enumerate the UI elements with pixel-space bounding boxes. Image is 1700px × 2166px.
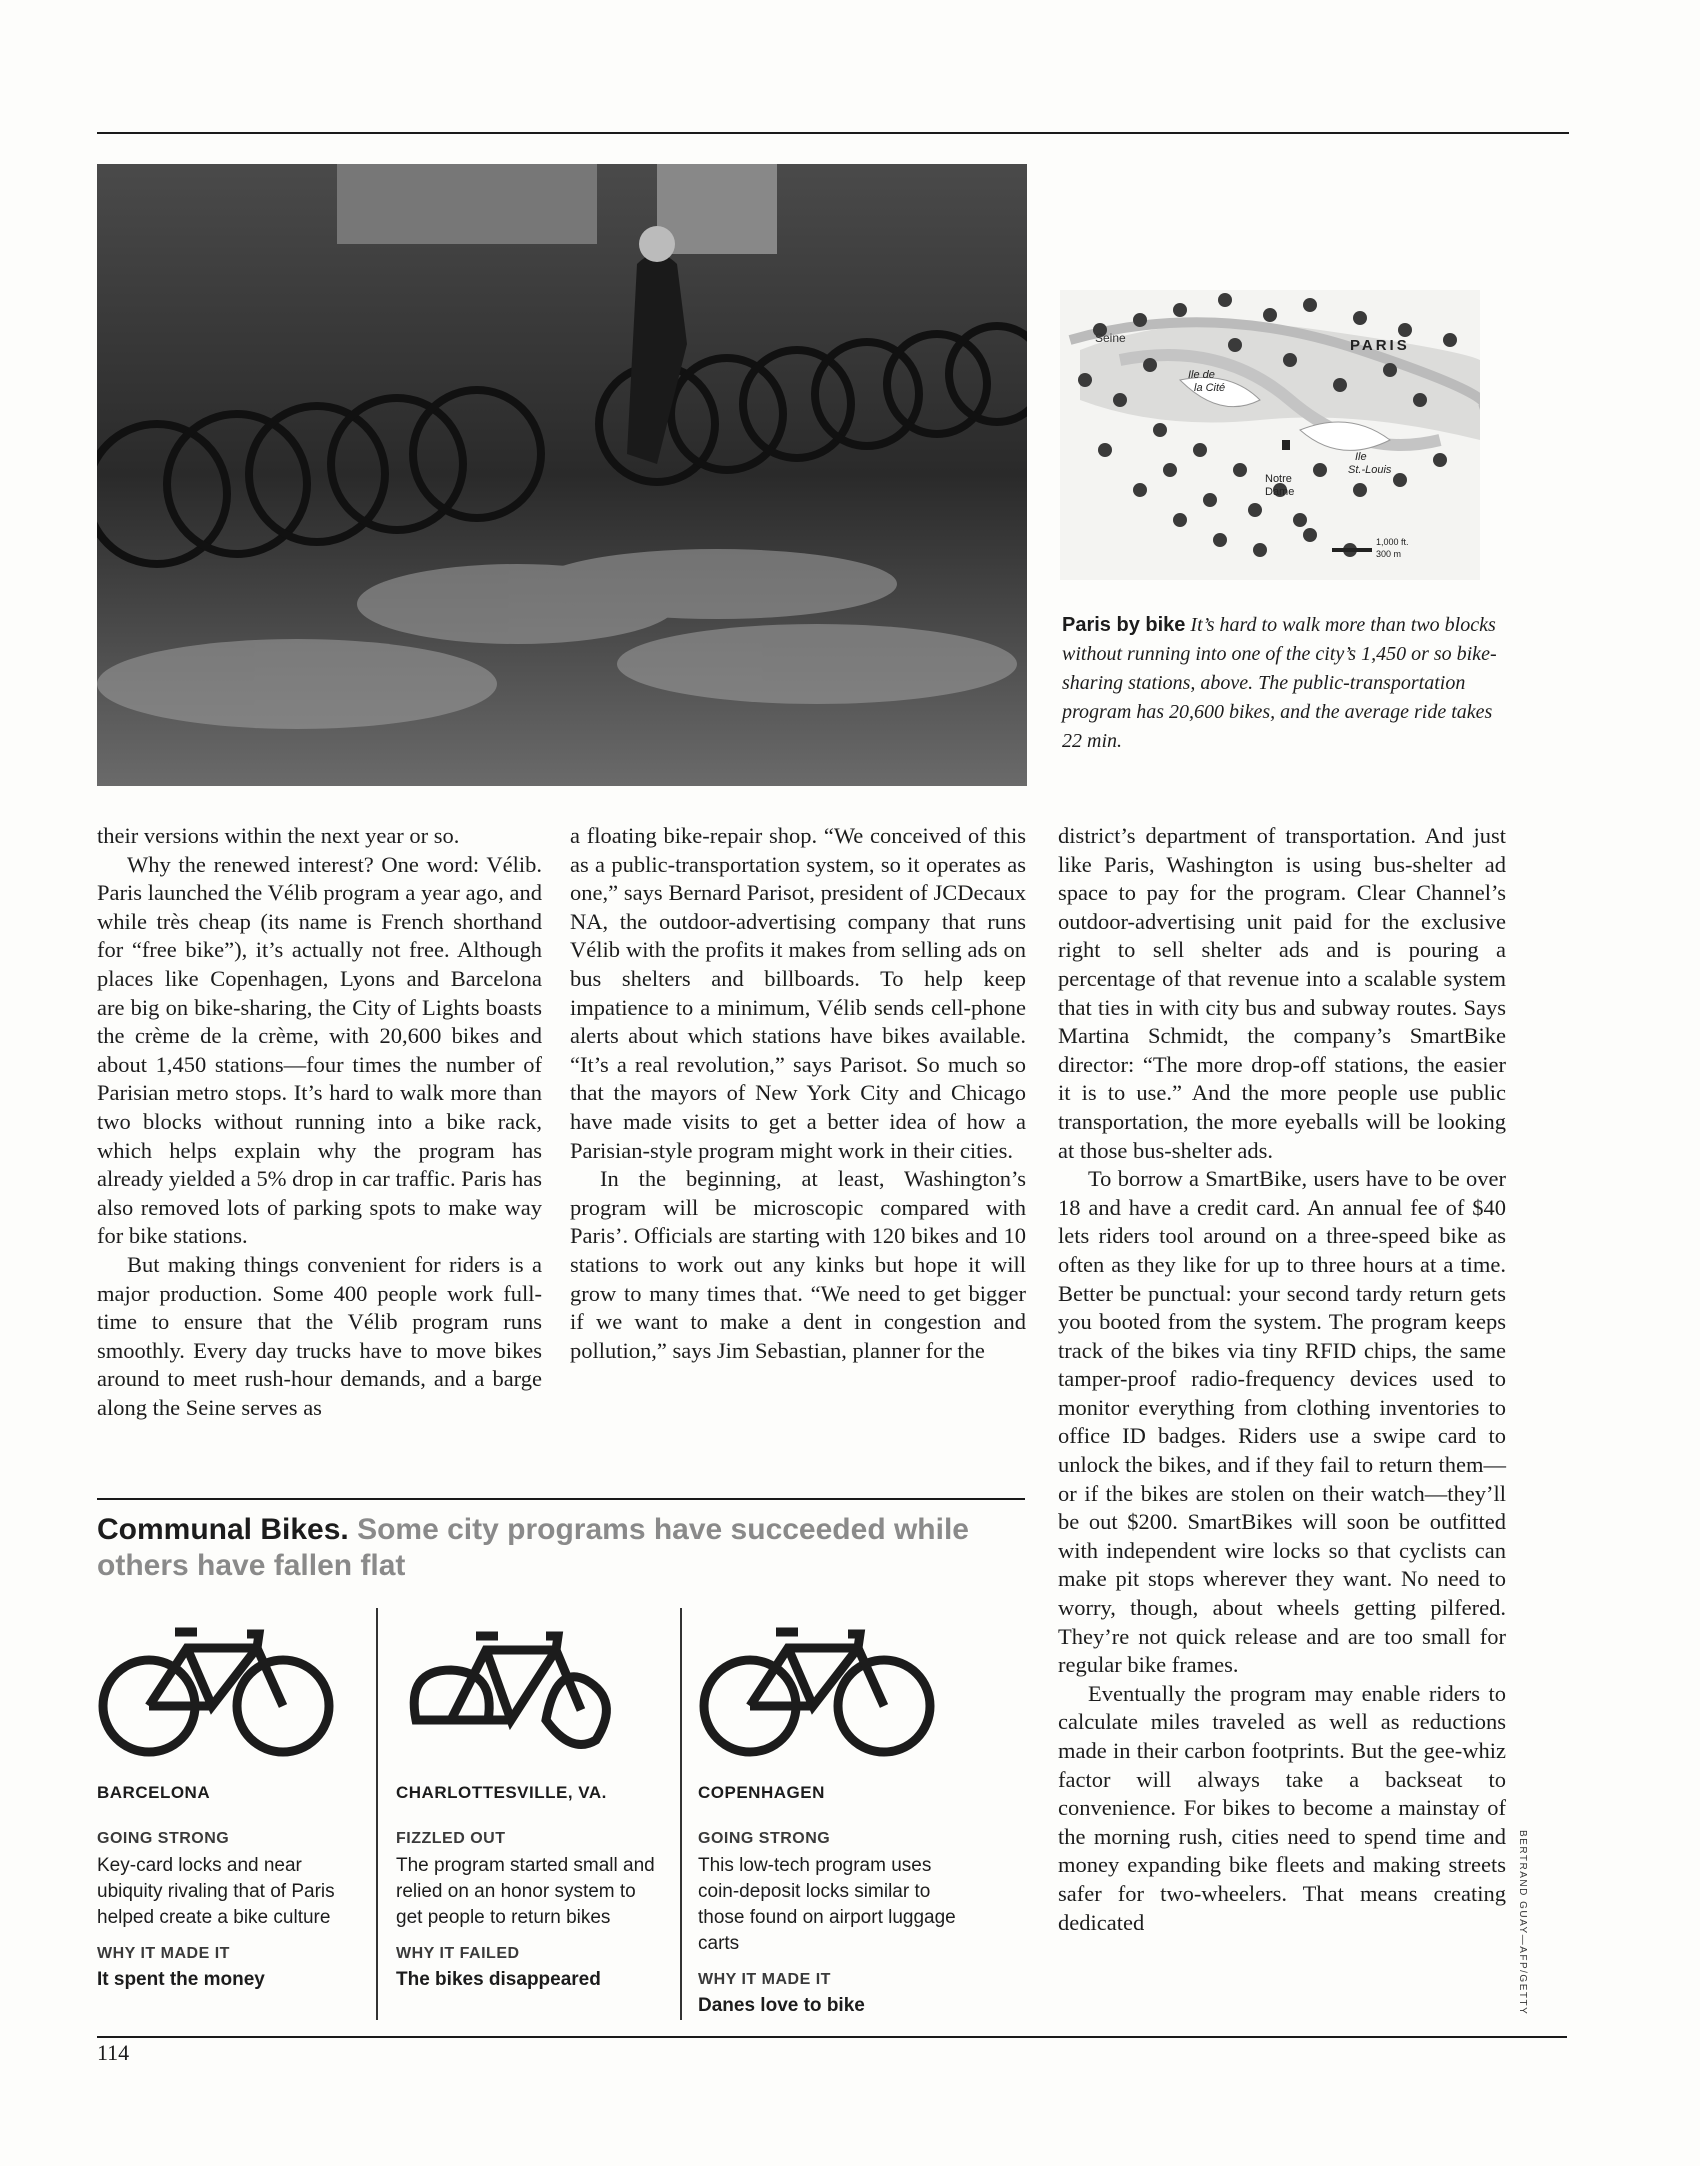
- sidebar-city-copenhagen: [698, 1610, 968, 2019]
- city-why: It spent the money: [97, 1969, 265, 1990]
- article-column-2: [570, 822, 1026, 1365]
- bike-icon: [698, 1610, 938, 1760]
- map-label-ile-stlouis-2: St.-Louis: [1348, 464, 1392, 476]
- sidebar-rule: [97, 1498, 1025, 1500]
- broken-bike-icon: [396, 1610, 636, 1760]
- map-caption: [1062, 611, 1502, 756]
- sidebar-divider: [680, 1608, 682, 2020]
- city-why-label: WHY IT MADE IT: [698, 1971, 831, 1988]
- city-status: GOING STRONG: [97, 1830, 230, 1847]
- article-column-1: [97, 822, 542, 1422]
- sidebar-city-barcelona: [97, 1610, 367, 1993]
- paris-station-map: [1060, 290, 1480, 580]
- col3-para: district’s department of transportation. And just like Paris, Washington is using bus-shelter ad space to pay for the program. Clear Channel’s outdoor-advertising unit paid for the exclusive right to sell shelter ads and is pouring a percentage of that revenue into a scalable system that ties in with city bus and subway routes. Says Martina Schmidt, the company’s SmartBike director: “The more drop-off stations, the easier it is to use.” And the more people use public transportation, the more eyeballs will be looking at those bus-shelter ads.: [1058, 823, 1506, 1163]
- map-scale-m: 300 m: [1376, 549, 1402, 559]
- sidebar-title-light: Some city programs have succeeded while others have fallen flat: [97, 1513, 969, 1582]
- city-why-label: WHY IT FAILED: [396, 1945, 520, 1962]
- map-label-seine: Seine: [1095, 331, 1126, 345]
- city-desc: The program started small and relied on an honor system to get people to return bikes: [396, 1855, 655, 1928]
- col2-para: a floating bike-repair shop. “We conceived of this as a public-transportation system, so it operates as one,” says Bernard Parisot, president of JCDecaux NA, the outdoor-advertising company that runs Vélib with the profits it makes from selling ads on bus shelters and billboards. To help keep impatience to a minimum, Vélib sends cell-phone alerts about which stations have bikes available. “It’s a real revolution,” says Parisot. So much so that the mayors of New York City and Chicago have made visits to get a better idea of how a Parisian-style program might work in their cities.: [570, 823, 1026, 1163]
- bottom-rule: [97, 2036, 1567, 2038]
- col2-para: In the beginning, at least, Washington’s program will be microscopic compared with Paris’. Officials are starting with 120 bikes and 10 stations to work out any kinks but hope it will grow to many times that. “We need to get bigger if we want to make a dent in congestion and pollution,” says Jim Sebastian, planner for the: [570, 1166, 1026, 1363]
- sidebar-city-charlottesville: [396, 1610, 666, 1993]
- city-name: COPENHAGEN: [698, 1783, 825, 1802]
- col1-para: Why the renewed interest? One word: Vélib. Paris launched the Vélib program a year ago, and while très cheap (its name is French shorthand for “free bike”), it’s actually not free. Although places like Copenhagen, Lyons and Barcelona are big on bike-sharing, the City of Lights boasts the crème de la crème, with 20,600 bikes and about 1,450 stations—four times the number of Parisian metro stops. It’s hard to walk more than two blocks without running into a bike rack, which helps explain why the program has already yielded a 5% drop in car traffic. Paris has also removed lots of parking spots to make way for bike stations.: [97, 851, 542, 1249]
- map-label-ile-cite-1: Ile de: [1188, 369, 1215, 381]
- photo-credit: BERTRAND GUAY—AFP/GETTY: [1517, 1830, 1528, 2016]
- map-label-notre-1: Notre: [1265, 473, 1292, 485]
- col1-para: their versions within the next year or so.: [97, 823, 460, 848]
- col3-para: Eventually the program may enable riders to calculate miles traveled as well as reductions made in their carbon footprints. But the gee-whiz factor will always take a backseat to convenience. For bikes to become a mainstay of the morning rush, cities need to spend time and money expanding bike fleets and making streets safer for two-wheelers. That means creating dedicated: [1058, 1680, 1506, 1935]
- bike-icon: [97, 1610, 337, 1760]
- top-rule: [97, 132, 1569, 134]
- city-status: GOING STRONG: [698, 1830, 831, 1847]
- city-status: FIZZLED OUT: [396, 1830, 506, 1847]
- caption-lead: Paris by bike: [1062, 614, 1186, 636]
- map-scale-ft: 1,000 ft.: [1376, 537, 1409, 547]
- article-column-3: [1058, 822, 1506, 1937]
- col3-para: To borrow a SmartBike, users have to be over 18 and have a credit card. An annual fee of $40 lets riders tool around on a three-speed bike as often as they like for up to three hours at a time. Better be punctual: your second tardy return gets you booted from the system. The program keeps track of the bikes via tiny RFID chips, the same tamper-proof radio-frequency devices used to monitor everything from clothing inventories to office ID badges. Riders use a swipe card to unlock the bikes, and if they fail to return them—or if the bikes are stolen on their watch—they’ll be out $200. SmartBikes will soon be outfitted with independent wire locks so that cyclists can make pit stops wherever they want. No need to worry, though, about wheels getting pilfered. They’re not quick release and are too small for regular bike frames.: [1058, 1166, 1506, 1678]
- city-why: The bikes disappeared: [396, 1969, 601, 1990]
- city-desc: Key-card locks and near ubiquity rivaling that of Paris helped create a bike culture: [97, 1855, 335, 1928]
- caption-text: It’s hard to walk more than two blocks without running into one of the city’s 1,450 or so bike-sharing stations, above. The public-transportation program has 20,600 bikes, and the average ride takes 22 min.: [1062, 614, 1497, 752]
- col1-para: But making things convenient for riders is a major production. Some 400 people work full-time to ensure that the Vélib program runs smoothly. Every day trucks have to move bikes around to meet rush-hour demands, and a barge along the Seine serves as: [97, 1251, 542, 1420]
- sidebar-title-dark: Communal Bikes.: [97, 1513, 349, 1546]
- city-name: BARCELONA: [97, 1783, 211, 1802]
- city-desc: This low-tech program uses coin-deposit locks similar to those found on airport luggage carts: [698, 1855, 956, 1954]
- map-label-ile-cite-2: la Cité: [1194, 382, 1226, 394]
- city-name: CHARLOTTESVILLE, VA.: [396, 1783, 607, 1802]
- map-label-paris: PARIS: [1350, 337, 1410, 354]
- map-label-ile-stlouis-1: Ile: [1355, 451, 1367, 463]
- city-why-label: WHY IT MADE IT: [97, 1945, 230, 1962]
- city-why: Danes love to bike: [698, 1995, 865, 2016]
- map-label-notre-2: Dame: [1265, 486, 1295, 498]
- sidebar-title: [97, 1512, 1017, 1584]
- bikes-photo: [97, 164, 1027, 786]
- page-number: 114: [97, 2040, 130, 2065]
- sidebar-divider: [376, 1608, 378, 2020]
